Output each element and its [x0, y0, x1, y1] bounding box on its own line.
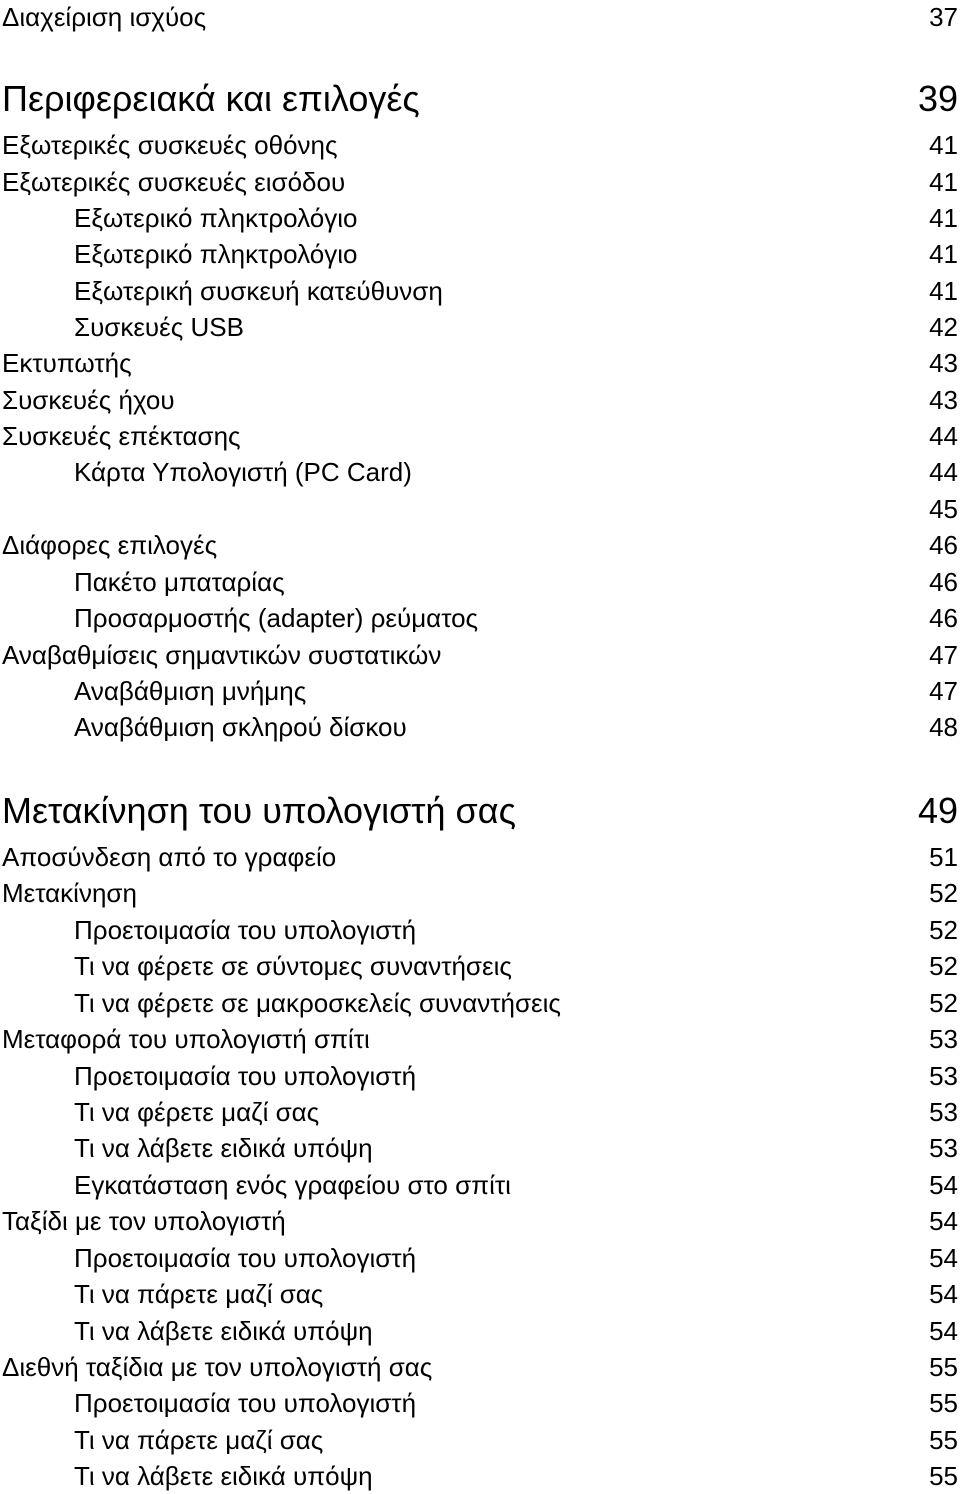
toc-entry-page: 45 [929, 494, 958, 524]
toc-entry-page: 46 [929, 603, 958, 633]
toc-entry-page: 54 [929, 1170, 958, 1200]
toc-entry-page: 41 [929, 130, 958, 160]
toc-entry-page: 48 [929, 712, 958, 742]
toc-entry-title: Προετοιμασία του υπολογιστή [74, 915, 417, 945]
toc-entry[interactable] [0, 420, 960, 452]
toc-entry[interactable] [0, 1, 960, 33]
toc-entry[interactable] [0, 1460, 960, 1492]
toc-entry-title: Εξωτερικές συσκευές οθόνης [2, 130, 338, 160]
toc-entry-title: Μετακίνηση [2, 878, 137, 908]
toc-entry-title: Εξωτερικές συσκευές εισόδου [2, 167, 346, 197]
toc-entry[interactable] [0, 675, 960, 707]
toc-entry[interactable] [0, 1387, 960, 1419]
toc-entry-title: Αναβάθμιση μνήμης [74, 676, 307, 706]
toc-entry-title: Εξωτερική συσκευή κατεύθυνση [74, 276, 443, 306]
toc-entry[interactable] [0, 1315, 960, 1347]
toc-entry-page: 44 [929, 421, 958, 451]
toc-entry[interactable] [0, 456, 960, 488]
toc-entry-page: 46 [929, 530, 958, 560]
toc-entry[interactable] [0, 1132, 960, 1164]
toc-entry-title: Κάρτα Υπολογιστή (PC Card) [74, 457, 412, 487]
toc-entry[interactable] [0, 347, 960, 379]
toc-entry-page: 55 [929, 1388, 958, 1418]
toc-entry-page: 41 [929, 276, 958, 306]
toc-entry[interactable] [0, 639, 960, 671]
toc-entry-page: 44 [929, 457, 958, 487]
toc-entry-title: Μετακίνηση του υπολογιστή σας [2, 790, 516, 831]
toc-entry-page: 55 [929, 1461, 958, 1491]
toc-entry-title: Τι να πάρετε μαζί σας [74, 1425, 324, 1455]
toc-entry-title: Αναβαθμίσεις σημαντικών συστατικών [2, 640, 442, 670]
toc-entry-title: Αναβάθμιση σκληρού δίσκου [74, 712, 407, 742]
toc-entry[interactable] [0, 202, 960, 234]
toc-entry[interactable] [0, 1242, 960, 1274]
toc-entry-title: Προετοιμασία του υπολογιστή [74, 1061, 417, 1091]
toc-entry[interactable] [0, 529, 960, 561]
toc-entry-title: Μεταφορά του υπολογιστή σπίτι [2, 1024, 370, 1054]
toc-entry[interactable] [0, 493, 960, 525]
toc-entry[interactable] [0, 384, 960, 416]
toc-entry[interactable] [0, 914, 960, 946]
toc-chapter[interactable] [0, 78, 960, 120]
toc-entry-title: Προετοιμασία του υπολογιστή [74, 1243, 417, 1273]
toc-entry-title: Περιφερειακά και επιλογές [2, 78, 420, 119]
toc-entry-title: Ταξίδι με τον υπολογιστή [2, 1206, 286, 1236]
toc-entry[interactable] [0, 275, 960, 307]
toc-entry-page: 52 [929, 915, 958, 945]
toc-entry-title: Τι να λάβετε ειδικά υπόψη [74, 1133, 373, 1163]
toc-entry-page: 54 [929, 1206, 958, 1236]
toc-entry-title: Εκτυπωτής [2, 348, 132, 378]
toc-entry-title: Πακέτο μπαταρίας [74, 567, 285, 597]
toc-entry-page: 52 [929, 988, 958, 1018]
toc-entry-page: 43 [929, 348, 958, 378]
toc-entry-title: Εξωτερικό πληκτρολόγιο [74, 239, 358, 269]
toc-entry-title: Συσκευές ήχου [2, 385, 175, 415]
toc-entry-page: 47 [929, 640, 958, 670]
toc-entry[interactable] [0, 877, 960, 909]
toc-entry-page: 41 [929, 239, 958, 269]
toc-entry[interactable] [0, 1169, 960, 1201]
toc-entry-title: Εγκατάσταση ενός γραφείου στο σπίτι [74, 1170, 511, 1200]
toc-entry-page: 55 [929, 1425, 958, 1455]
toc-entry[interactable] [0, 238, 960, 270]
toc-entry-title: Τι να φέρετε σε σύντομες συναντήσεις [74, 951, 512, 981]
toc-entry-title: Τι να φέρετε σε μακροσκελείς συναντήσεις [74, 988, 561, 1018]
toc-entry-page: 54 [929, 1243, 958, 1273]
toc-entry-title: Συσκευές USB [74, 312, 244, 342]
toc-entry-page: 55 [929, 1352, 958, 1382]
toc-entry-page: 43 [929, 385, 958, 415]
toc-entry-page: 53 [929, 1097, 958, 1127]
toc-entry[interactable] [0, 1023, 960, 1055]
toc-entry[interactable] [0, 1060, 960, 1092]
toc-entry[interactable] [0, 602, 960, 634]
toc-entry-page: 41 [929, 203, 958, 233]
toc-entry-page: 41 [929, 167, 958, 197]
toc-entry[interactable] [0, 129, 960, 161]
toc-entry-title: Προσαρμοστής (adapter) ρεύματος [74, 603, 479, 633]
toc-entry-page: 47 [929, 676, 958, 706]
toc-entry-title: Τι να πάρετε μαζί σας [74, 1279, 324, 1309]
toc-entry[interactable] [0, 1278, 960, 1310]
toc-entry-title: Τι να λάβετε ειδικά υπόψη [74, 1316, 373, 1346]
toc-entry[interactable] [0, 311, 960, 343]
toc-entry-title: Συσκευές επέκτασης [2, 421, 241, 451]
toc-entry-page: 54 [929, 1316, 958, 1346]
toc-entry[interactable] [0, 711, 960, 743]
toc-entry[interactable] [0, 1096, 960, 1128]
toc-entry[interactable] [0, 841, 960, 873]
toc-entry-page: 54 [929, 1279, 958, 1309]
toc-entry-page: 53 [929, 1024, 958, 1054]
toc-entry-title: Διάφορες επιλογές [2, 530, 218, 560]
toc-entry-page: 49 [917, 790, 958, 831]
toc-entry-page: 53 [929, 1133, 958, 1163]
toc-entry[interactable] [0, 566, 960, 598]
toc-entry[interactable] [0, 1424, 960, 1456]
toc-entry-title: Τι να φέρετε μαζί σας [74, 1097, 320, 1127]
toc-entry-page: 52 [929, 878, 958, 908]
toc-entry[interactable] [0, 950, 960, 982]
toc-entry-page: 39 [917, 78, 958, 119]
toc-entry-title: Τι να λάβετε ειδικά υπόψη [74, 1461, 373, 1491]
toc-entry-title: Αποσύνδεση από το γραφείο [2, 842, 337, 872]
toc-entry-page: 52 [929, 951, 958, 981]
toc-entry-page: 46 [929, 567, 958, 597]
toc-entry-page: 42 [929, 312, 958, 342]
toc-entry[interactable] [0, 1205, 960, 1237]
toc-chapter[interactable] [0, 790, 960, 832]
toc-entry-page: 53 [929, 1061, 958, 1091]
toc-entry[interactable] [0, 166, 960, 198]
toc-entry-title: Διεθνή ταξίδια με τον υπολογιστή σας [2, 1352, 433, 1382]
toc-entry-page: 37 [929, 2, 958, 32]
toc-entry[interactable] [0, 987, 960, 1019]
toc-entry-title: Εξωτερικό πληκτρολόγιο [74, 203, 358, 233]
toc-entry-page: 51 [929, 842, 958, 872]
toc-entry-title: Προετοιμασία του υπολογιστή [74, 1388, 417, 1418]
toc-entry-title: Διαχείριση ισχύος [2, 2, 207, 32]
toc-entry[interactable] [0, 1351, 960, 1383]
